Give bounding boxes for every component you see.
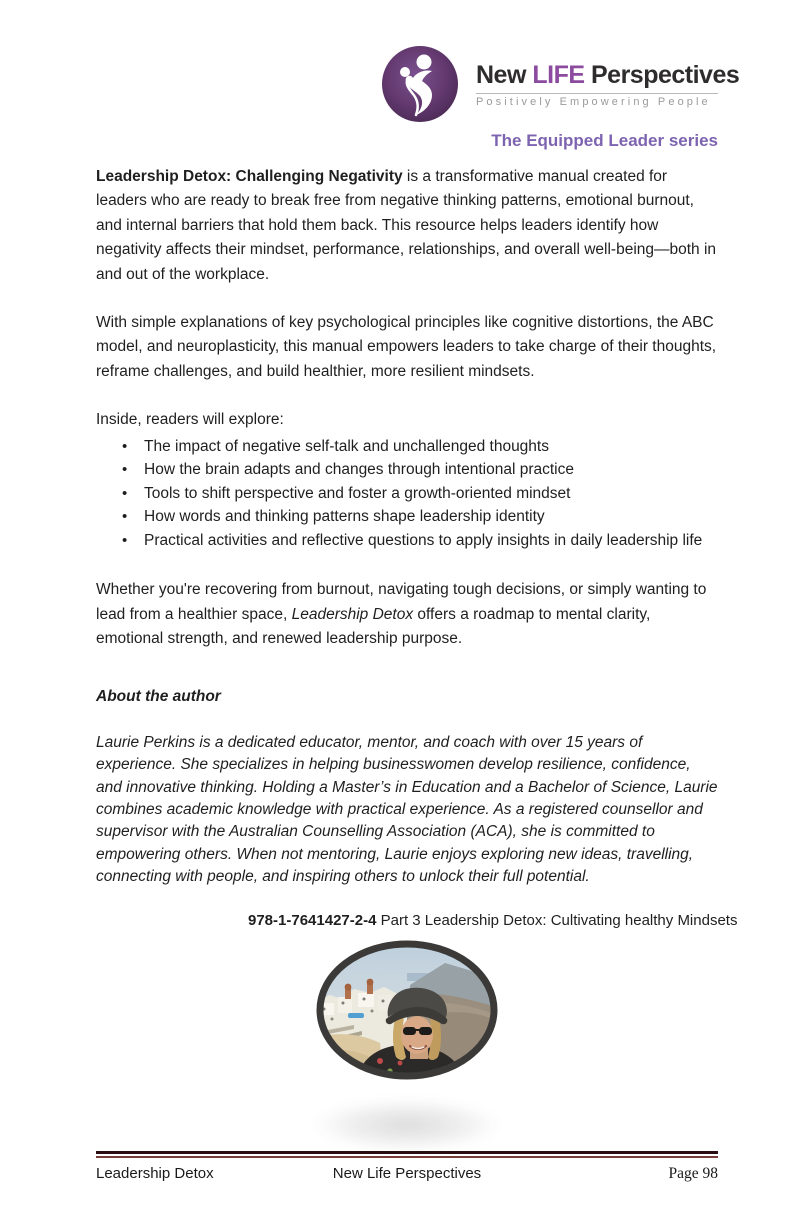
book-title-bold: Leadership Detox: Challenging Negativity [96,168,403,185]
isbn-part-title: Part 3 Leadership Detox: Cultivating healthy Mindsets [376,911,738,929]
author-bio: Laurie Perkins is a dedicated educator, mentor, and coach with over 15 years of experience. She specializes in helping businesswomen develop resilience, confidence, and innovative thinking. Holding a Master’s in Education and a Bachelor of Science, Laurie combines academic knowledge with practical experience. As a registered counsellor and supervisor with the Australian Counselling Association (ACA), she is committed to empowering others. When not mentoring, Laurie enjoys exploring new ideas, travelling, connecting with people, and inspiring others to unlock their full potential. [96,733,718,886]
explore-bullet-list [96,435,718,553]
logo-word-new: New [476,60,526,89]
paragraph-closing [96,578,718,651]
footer-book-title: Leadership Detox [96,1164,214,1182]
logo-tagline: Positively Empowering People [476,95,711,108]
footer-row [96,1165,718,1183]
logo-divider-line [476,93,718,94]
footer-page-number: Page 98 [668,1164,718,1182]
paragraph-intro [96,165,718,287]
header-logo-block [96,45,740,151]
footer-publisher: New Life Perspectives [332,1164,482,1182]
list-item: • Tools to shift perspective and foster a growth-oriented mindset [144,482,718,506]
logo-row [96,45,740,123]
list-item: • Practical activities and reflective questions to apply insights in daily leadership life [144,529,718,553]
logo-word-perspectives: Perspectives [590,60,740,89]
page-footer [96,1151,718,1231]
closing-pre-text: Whether you're recovering from burnout, navigating tough decisions, or simply wanting to lead from a healthier space, [96,581,707,623]
list-item: • How the brain adapts and changes through intentional practice [144,458,718,482]
logo-wordmark [476,60,740,90]
isbn-line [96,909,738,933]
photo-shadow-blob [314,1099,500,1151]
footer-rule-thin [96,1156,718,1158]
explore-intro-line: Inside, readers will explore: [96,411,284,429]
about-author-heading: About the author [96,688,221,706]
series-title: The Equipped Leader series [491,131,718,150]
document-body [96,157,738,1151]
footer-rule-thick [96,1151,718,1154]
author-photo-block [312,937,502,1151]
logo-word-life: LIFE [532,60,585,89]
paragraph-intro-text: is a transformative manual created for leaders who are ready to break free from negative thinking patterns, emotional burnout, and internal barriers that hold them back. This resource helps leaders identify how negativity affects their mindset, performance, relationships, and overall well-being—both in and out of the workplace. [96,168,717,283]
paragraph-principles: With simple explanations of key psychological principles like cognitive distortions, the ABC model, and neuroplasticity, this manual empowers leaders to take charge of their thoughts, reframe challenges, and build healthier, more resilient mindsets. [96,314,717,380]
list-item: • How words and thinking patterns shape leadership identity [144,505,718,529]
author-photo [312,937,502,1083]
book-title-italic: Leadership Detox [291,605,414,623]
closing-post-text: offers a roadmap to mental clarity, emotional strength, and renewed leadership purpose. [96,605,651,647]
list-item: • The impact of negative self-talk and unchallenged thoughts [144,435,718,459]
isbn-number: 978-1-7641427-2-4 [248,911,377,929]
new-life-perspectives-logo-icon [380,45,460,123]
logo-text-column [476,60,740,108]
